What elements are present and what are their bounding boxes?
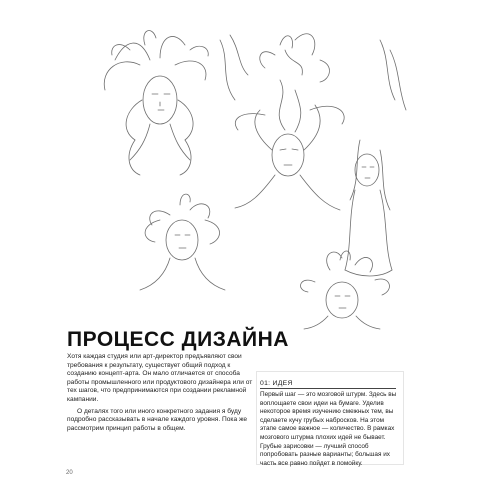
- intro-paragraph-2: О деталях того или иного конкретного задания я буду подробно рассказывать в начале каждого уровня. Пока же рассмотрим принцип работы в общем.: [67, 407, 248, 432]
- intro-paragraph-1: Хотя каждая студия или арт-директор предъявляют свои требования к результату, существует общий подход к созданию концепт-арта. Он мало отличается от способа работы промышленного или продуктового дизайнера или от тех шагов, что предпринимаются при создании рекламной кампании.: [67, 353, 253, 403]
- sketch-head-2: [235, 34, 344, 210]
- sketch-strands: [220, 35, 248, 100]
- intro-text: [67, 353, 255, 436]
- sidebar-heading: 01: ИДЕЯ: [260, 380, 293, 387]
- sketch-head-4: [140, 194, 225, 290]
- sketch-figure-3: [345, 140, 392, 276]
- page-number: 20: [66, 470, 73, 476]
- sidebar-body: Первый шаг — это мозговой штурм. Здесь вы воплощаете свои идеи на бумаге. Уделив некоторое время изучению смежных тем, вы сделаете кучу грубых набросков. На этом этапе самое важное — количество. В рамках мозгового штурма плохих идей не бывает. Грубые зарисовки — лучший способ попробовать разные варианты; большая их часть все равно пойдет в помойку.: [260, 391, 397, 467]
- sketch-head-5: [301, 251, 390, 329]
- sketch-head-1: [104, 31, 208, 175]
- medusa-sketch-illustration: [80, 20, 410, 330]
- sidebar-divider: [260, 388, 396, 389]
- section-title: ПРОЦЕСС ДИЗАЙНА: [67, 328, 289, 351]
